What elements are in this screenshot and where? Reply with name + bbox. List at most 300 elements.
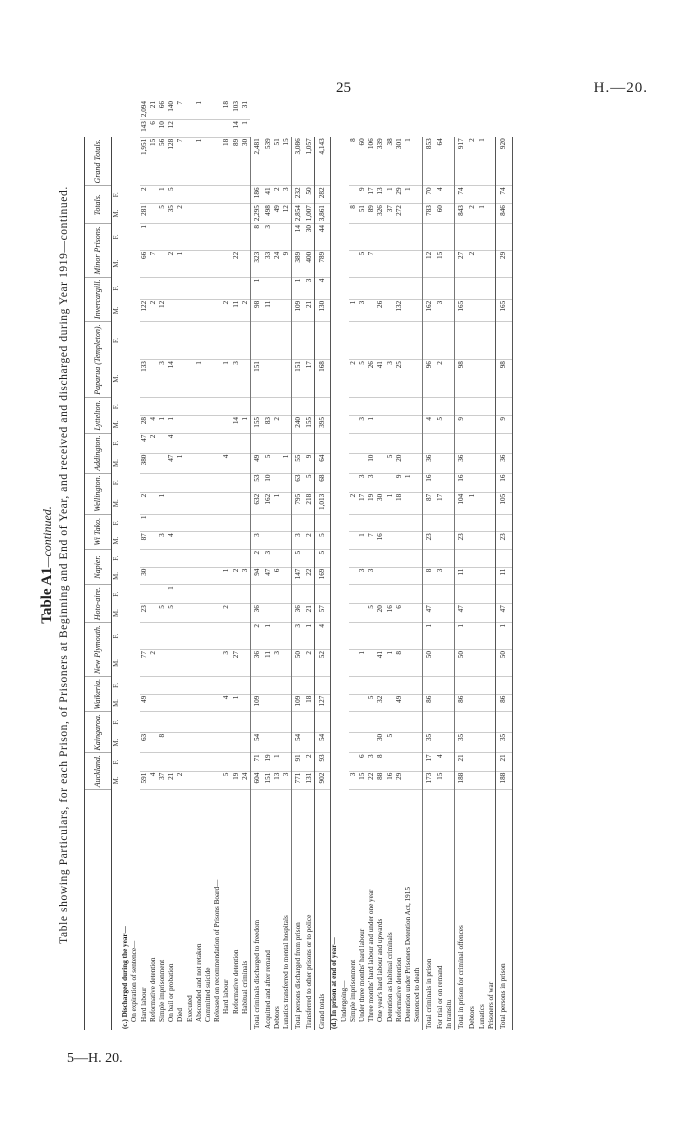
table-cell: 104 [455, 492, 469, 514]
table-cell [404, 492, 413, 514]
table-cell: 74 [455, 186, 469, 204]
table-cell [232, 514, 241, 532]
table-cell: 5 [222, 771, 231, 789]
table-cell: 5 [367, 694, 376, 712]
table-cell [232, 549, 241, 567]
rotated-table-area [38, 100, 658, 1030]
table-cell: 1,057 [305, 137, 314, 186]
table-cell: 1 [386, 650, 395, 677]
table-cell [140, 277, 149, 299]
table-cell [305, 549, 314, 567]
table-cell [436, 532, 445, 550]
table-cell [386, 753, 395, 771]
table-cell [186, 453, 195, 473]
table-cell: 28 [140, 415, 149, 433]
table-cell: 4 [436, 753, 445, 771]
table-row [358, 100, 367, 1030]
table-cell: 9 [305, 453, 314, 473]
table-cell: 1 [158, 415, 167, 433]
table-cell [186, 732, 195, 752]
table-cell: 18 [395, 492, 404, 514]
table-cell [282, 694, 291, 712]
table-cell [445, 453, 454, 473]
table-cell [468, 694, 477, 712]
table-cell [232, 277, 241, 299]
table-cell: 16 [376, 532, 385, 550]
table-cell [167, 677, 176, 695]
table-cell [376, 453, 385, 473]
table-cell: 130 [314, 299, 330, 321]
table-cell [282, 473, 291, 492]
row-label: Reformative detention [231, 949, 240, 1014]
table-cell: 1 [349, 299, 358, 321]
table-cell [176, 120, 185, 138]
table-cell: 96 [423, 360, 437, 398]
table-cell [176, 604, 185, 623]
table-cell [222, 585, 231, 604]
table-cell [204, 712, 213, 732]
table-cell [195, 585, 204, 604]
table-cell [436, 514, 445, 532]
table-cell: 1 [386, 492, 395, 514]
table-cell [291, 433, 305, 453]
table-cell [487, 321, 496, 359]
table-cell [478, 694, 487, 712]
row-label: Simple imprisonment [348, 959, 357, 1022]
table-cell [213, 360, 222, 398]
table-cell [273, 623, 282, 650]
table-cell: 2 [250, 549, 264, 567]
row-label: Detention as habitual criminals [385, 932, 394, 1022]
table-cell [404, 677, 413, 695]
table-header [85, 100, 122, 1030]
table-cell: 1 [358, 532, 367, 550]
footer-reference: 5—H. 20. [67, 1051, 123, 1066]
table-cell [149, 204, 158, 224]
table-cell [195, 473, 204, 492]
table-cell [487, 415, 496, 433]
table-cell [413, 453, 422, 473]
table-cell [478, 321, 487, 359]
table-cell [395, 321, 404, 359]
table-cell [404, 712, 413, 732]
row-label: Hard labour [139, 987, 148, 1022]
table-cell [395, 532, 404, 550]
table-cell [149, 492, 158, 514]
section-heading: (d.) In prison at end of year— [330, 937, 339, 1029]
table-cell [222, 753, 231, 771]
row-label-header [85, 790, 112, 1031]
table-cell: 27 [232, 650, 241, 677]
table-cell [204, 321, 213, 359]
table-cell: 17 [305, 360, 314, 398]
row-label: Total criminals in prison [423, 790, 437, 1031]
sex-header: F. [113, 338, 120, 343]
table-cell [186, 492, 195, 514]
table-cell: 789 [314, 250, 330, 277]
table-cell: 5 [386, 453, 395, 473]
table-description: Table showing Particulars, for each Prison, of Prisoners at Beginning and End of Year, and received and discharged during Year 1919—continued. [58, 186, 70, 944]
table-cell [305, 677, 314, 695]
table-cell: 5 [167, 604, 176, 623]
table-cell [436, 732, 445, 752]
table-cell [487, 186, 496, 204]
table-cell [468, 732, 477, 752]
table-row [250, 100, 264, 1030]
table-cell [167, 321, 176, 359]
row-label: Total persons in prison [496, 790, 512, 1031]
table-row [386, 100, 395, 1030]
table-cell: 4 [314, 623, 330, 650]
table-cell [395, 250, 404, 277]
table-cell [186, 623, 195, 650]
table-cell [140, 473, 149, 492]
row-label: Detention under Prisoners Detention Act, 1915 [404, 887, 413, 1022]
table-cell: 5 [358, 360, 367, 398]
column-header: Napier. [85, 549, 112, 584]
sex-header: M. [113, 499, 120, 508]
table-cell [264, 694, 273, 712]
row-label: Debtors [468, 1006, 477, 1029]
table-cell [413, 712, 422, 732]
table-cell: 14 [167, 360, 176, 398]
table-cell [232, 433, 241, 453]
table-cell: 9 [358, 186, 367, 204]
table-cell: 49 [250, 453, 264, 473]
table-cell [140, 712, 149, 732]
table-cell: 168 [314, 360, 330, 398]
table-cell [195, 604, 204, 623]
table-cell [358, 453, 367, 473]
table-cell [213, 604, 222, 623]
table-cell [487, 677, 496, 695]
table-cell [241, 585, 250, 604]
table-cell [176, 532, 185, 550]
table-cell: 36 [455, 453, 469, 473]
table-cell: 1 [140, 224, 149, 251]
table-cell: 20 [395, 453, 404, 473]
table-cell: 38 [386, 137, 395, 186]
table-cell [436, 650, 445, 677]
row-label: For trial or on remand [436, 965, 445, 1029]
table-cell [176, 277, 185, 299]
table-cell [282, 650, 291, 677]
table-cell [195, 224, 204, 251]
table-cell [487, 299, 496, 321]
table-cell: 17 [367, 186, 376, 204]
table-cell [167, 732, 176, 752]
sex-header [112, 137, 122, 186]
table-cell [140, 549, 149, 567]
table-cell: 8 [395, 650, 404, 677]
table-cell [241, 514, 250, 532]
table-cell [404, 549, 413, 567]
table-cell [496, 514, 512, 532]
table-cell [468, 712, 477, 732]
row-label: In transitu [445, 999, 454, 1029]
table-cell [367, 224, 376, 251]
table-cell [404, 567, 413, 585]
table-cell [213, 415, 222, 433]
table-cell [367, 299, 376, 321]
table-cell: 389 [291, 250, 305, 277]
table-cell [273, 299, 282, 321]
table-cell [213, 532, 222, 550]
table-cell [423, 398, 437, 416]
table-cell [413, 771, 422, 789]
table-cell [273, 224, 282, 251]
table-cell [367, 277, 376, 299]
table-cell [195, 677, 204, 695]
table-cell: 920 [496, 137, 512, 186]
table-cell [358, 712, 367, 732]
table-cell [241, 732, 250, 752]
table-cell: 47 [167, 453, 176, 473]
sex-header: M. [113, 459, 120, 467]
table-cell [395, 514, 404, 532]
table-cell: 9 [282, 250, 291, 277]
table-cell: 339 [376, 137, 385, 186]
table-cell [404, 732, 413, 752]
table-cell [404, 398, 413, 416]
table-cell [167, 549, 176, 567]
table-cell: 846 [496, 204, 512, 224]
table-cell: 1 [241, 120, 250, 138]
sex-header: M. [113, 776, 120, 785]
table-cell [496, 677, 512, 695]
table-cell: 1 [273, 492, 282, 514]
table-caption [38, 100, 70, 1030]
row-label: One year's hard labour and upwards [376, 918, 385, 1022]
table-cell: 103 [232, 100, 241, 120]
table-cell [445, 604, 454, 623]
column-header: Grand Totals. [85, 137, 112, 186]
row-label: On bail or probation [167, 963, 176, 1022]
table-cell: 131 [305, 771, 314, 789]
table-cell [213, 398, 222, 416]
sex-header: F. [113, 682, 120, 688]
table-cell [468, 277, 477, 299]
table-cell: 604 [250, 771, 264, 789]
sex-header: F. [113, 719, 120, 725]
table-cell [149, 732, 158, 752]
table-cell [358, 677, 367, 695]
table-cell [232, 753, 241, 771]
table-cell [186, 321, 195, 359]
table-cell [195, 567, 204, 585]
table-cell [314, 398, 330, 416]
table-cell [149, 604, 158, 623]
table-cell [413, 415, 422, 433]
table-cell [222, 277, 231, 299]
table-cell [213, 433, 222, 453]
table-row [204, 100, 213, 1030]
table-cell [167, 753, 176, 771]
table-cell: 173 [423, 771, 437, 789]
table-cell [349, 712, 358, 732]
table-row [264, 100, 273, 1030]
table-cell: 2,481 [250, 137, 264, 186]
sex-header: F. [113, 555, 120, 561]
table-row [445, 100, 454, 1030]
table-cell [213, 623, 222, 650]
table-cell [273, 453, 282, 473]
table-cell [478, 186, 487, 204]
table-cell [367, 650, 376, 677]
table-cell: 23 [423, 532, 437, 550]
table-cell [213, 186, 222, 204]
sex-header: M. [113, 699, 120, 707]
table-cell: 55 [291, 453, 305, 473]
table-cell [436, 398, 445, 416]
table-cell [282, 492, 291, 514]
table-cell: 282 [314, 186, 330, 204]
table-cell [149, 224, 158, 251]
table-cell: 91 [291, 753, 305, 771]
table-cell: 127 [314, 694, 330, 712]
table-cell [195, 299, 204, 321]
table-cell [413, 753, 422, 771]
table-cell: 3 [358, 473, 367, 492]
table-cell: 3,086 [291, 137, 305, 186]
table-cell [241, 321, 250, 359]
table-cell: 2 [349, 360, 358, 398]
section-heading: (c.) Discharged during the year— [121, 926, 130, 1029]
table-cell [376, 433, 385, 453]
table-cell: 1 [232, 694, 241, 712]
table-cell [186, 277, 195, 299]
table-cell [149, 712, 158, 732]
table-cell [349, 650, 358, 677]
table-cell: 4 [314, 277, 330, 299]
table-cell [376, 277, 385, 299]
table-cell [487, 137, 496, 186]
table-cell [204, 473, 213, 492]
table-cell [195, 532, 204, 550]
table-cell [291, 677, 305, 695]
table-cell [468, 415, 477, 433]
table-cell [358, 398, 367, 416]
table-cell [241, 224, 250, 251]
table-cell [478, 453, 487, 473]
table-cell [349, 623, 358, 650]
table-cell [445, 532, 454, 550]
sex-header: M. [113, 259, 120, 268]
table-cell [213, 712, 222, 732]
sex-header: M. [113, 374, 120, 383]
table-cell: 50 [291, 650, 305, 677]
section-heading: Undergoing— [339, 980, 348, 1022]
table-cell [222, 415, 231, 433]
table-cell [478, 532, 487, 550]
table-cell: 3 [282, 771, 291, 789]
table-cell: 7 [176, 100, 185, 120]
table-cell [195, 771, 204, 789]
table-cell [478, 585, 487, 604]
table-cell: 1 [282, 453, 291, 473]
table-cell: 2 [349, 492, 358, 514]
table-cell: 3 [264, 549, 273, 567]
table-row [186, 100, 195, 1030]
table-cell [195, 250, 204, 277]
table-cell [282, 677, 291, 695]
table-cell [386, 549, 395, 567]
table-cell [413, 694, 422, 712]
table-cell: 8 [349, 137, 358, 186]
table-cell [140, 677, 149, 695]
table-cell [149, 398, 158, 416]
table-cell [404, 514, 413, 532]
table-cell: 24 [241, 771, 250, 789]
table-row [195, 100, 204, 1030]
table-cell [404, 623, 413, 650]
table-cell [186, 120, 195, 138]
table-cell: 151 [264, 771, 273, 789]
table-cell [478, 398, 487, 416]
table-cell [413, 204, 422, 224]
table-cell: 902 [314, 771, 330, 789]
table-cell [282, 753, 291, 771]
table-cell [455, 398, 469, 416]
table-cell: 106 [367, 137, 376, 186]
table-row [496, 100, 512, 1030]
table-cell [376, 415, 385, 433]
table-cell: 162 [264, 492, 273, 514]
column-header: Invercargill. [85, 277, 112, 321]
table-cell [232, 321, 241, 359]
table-cell [264, 514, 273, 532]
table-cell: 11 [264, 299, 273, 321]
table-cell [487, 360, 496, 398]
table-cell: 1,007 [305, 204, 314, 224]
table-cell [487, 549, 496, 567]
table-cell: 2 [250, 623, 264, 650]
table-row [367, 100, 376, 1030]
table-cell [496, 277, 512, 299]
table-cell: 1 [222, 360, 231, 398]
table-cell [213, 453, 222, 473]
table-cell: 64 [436, 137, 445, 186]
table-row [436, 100, 445, 1030]
table-cell [167, 514, 176, 532]
table-cell [204, 360, 213, 398]
sex-header: F. [113, 591, 120, 597]
table-cell [241, 532, 250, 550]
table-cell [213, 250, 222, 277]
table-cell: 771 [291, 771, 305, 789]
table-cell [358, 321, 367, 359]
table-cell: 6 [149, 120, 158, 138]
table-cell: 5 [314, 532, 330, 550]
table-cell [349, 677, 358, 695]
sex-header: M. [113, 572, 120, 580]
table-cell: 66 [140, 250, 149, 277]
table-cell [349, 186, 358, 204]
table-cell: 8 [250, 224, 264, 251]
table-cell [436, 694, 445, 712]
table-cell: 281 [140, 204, 149, 224]
table-cell: 83 [264, 415, 273, 433]
table-row [468, 100, 477, 1030]
table-cell [455, 677, 469, 695]
table-row [314, 100, 330, 1030]
table-cell [349, 732, 358, 752]
table-name: Table A1 [39, 567, 55, 624]
table-cell [241, 753, 250, 771]
table-cell [149, 623, 158, 650]
sex-header: M. [113, 738, 120, 747]
table-cell [186, 473, 195, 492]
